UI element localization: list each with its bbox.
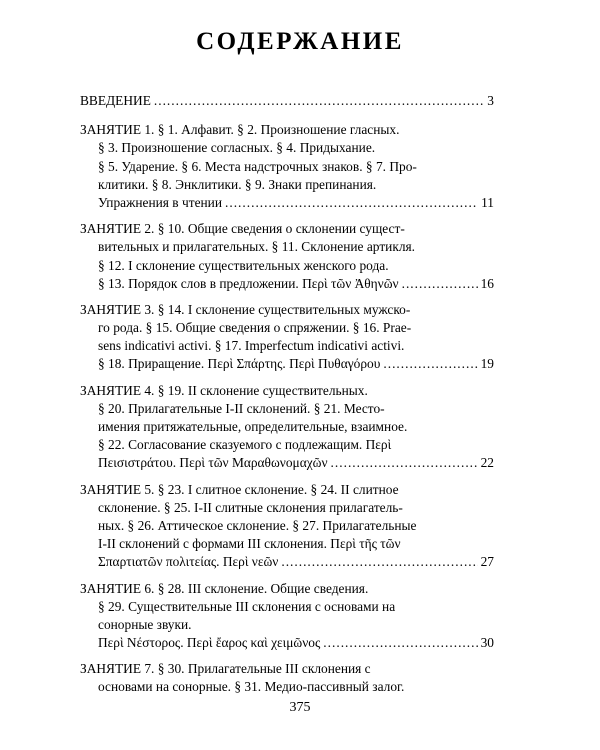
leader-dots [225,194,478,212]
toc-entry-lesson-7 [80,660,494,696]
toc-line: § 22. Согласование сказуемого с подлежащим. Περὶ [98,437,392,453]
table-of-contents [80,92,494,705]
toc-page-number: 22 [480,455,494,471]
toc-entry-lesson-4 [80,382,494,473]
toc-line: ЗАНЯТИЕ 3. § 14. I склонение существительных мужско- [80,301,411,317]
toc-line: сонорные звуки. [98,616,192,632]
toc-page-number: 19 [480,356,494,372]
toc-line [80,92,494,110]
toc-line: I-II склонений с формами III склонения. Περὶ τῆς τῶν [98,536,401,552]
toc-entry-text: ВВЕДЕНИЕ [80,93,151,108]
toc-entry-introduction [80,92,494,110]
toc-line [80,275,494,293]
toc-line [80,634,494,652]
toc-line: имения притяжательные, определительные, взаимное. [98,419,408,434]
toc-line [80,454,494,472]
toc-line: ЗАНЯТИЕ 5. § 23. I слитное склонение. § 24. II слитное [80,481,399,497]
toc-line: ЗАНЯТИЕ 6. § 28. III склонение. Общие сведения. [80,580,369,596]
toc-page-number: 16 [480,275,494,291]
toc-line: § 29. Существительные III склонения с основами на [98,598,396,614]
toc-line: ЗАНЯТИЕ 7. § 30. Прилагательные III склонения с [80,661,371,677]
toc-line: вительных и прилагательных. § 11. Склонение артикля. [98,239,416,255]
toc-entry-text: § 13. Порядок слов в предложении. Περὶ τῶν Ἀθηνῶν [98,275,399,291]
toc-entry-lesson-6 [80,580,494,653]
toc-line: основами на сонорные. § 31. Медио-пассивный залог. [98,679,405,695]
leader-dots [154,92,484,110]
toc-line: § 3. Произношение согласных. § 4. Придыхание. [98,140,376,156]
leader-dots [331,454,478,472]
toc-entry-text: Περὶ Νέστορος. Περὶ ἔαρος καὶ χειμῶνος [98,635,321,651]
page-title: СОДЕРЖАНИЕ [196,28,404,55]
toc-line: ных. § 26. Аттическое склонение. § 27. Прилагательные [98,517,417,533]
toc-page-number: 30 [480,635,494,651]
toc-page-number: 27 [480,554,494,570]
toc-line: склонение. § 25. I-II слитные склонения прилагатель- [98,499,403,515]
toc-line: § 20. Прилагательные I-II склонений. § 21. Место- [98,400,385,416]
toc-line: го рода. § 15. Общие сведения о спряжении. § 16. Prae- [98,320,412,336]
toc-line [80,194,494,212]
leader-dots [383,355,477,373]
toc-line: sens indicativi activi. § 17. Imperfectum indicativi activi. [98,338,405,354]
toc-page-number: 11 [481,194,494,210]
toc-entry-text: Σπαρτιατῶν πολιτείας. Περὶ νεῶν [98,554,279,570]
toc-entry-text: § 18. Приращение. Περὶ Σπάρτης. Περὶ Πυθαγόρου [98,356,381,372]
toc-line [80,355,494,373]
toc-entry-lesson-5 [80,481,494,572]
toc-entry-text: Упражнения в чтении [98,194,223,210]
toc-line: клитики. § 8. Энклитики. § 9. Знаки препинания. [98,176,377,192]
leader-dots [281,553,477,571]
page-number: 375 [289,700,311,715]
toc-line: ЗАНЯТИЕ 1. § 1. Алфавит. § 2. Произношение гласных. [80,122,400,138]
toc-line [80,553,494,571]
toc-page-number: 3 [487,93,494,108]
toc-entry-lesson-3 [80,301,494,374]
toc-entry-text: Πεισιστράτου. Περὶ τῶν Μαραθωνομαχῶν [98,455,328,471]
toc-entry-lesson-1 [80,121,494,212]
toc-line: ЗАНЯТИЕ 2. § 10. Общие сведения о склонении сущест- [80,221,405,237]
toc-line: § 12. I склонение существительных женского рода. [98,257,389,273]
toc-line: ЗАНЯТИЕ 4. § 19. II склонение существительных. [80,382,368,398]
toc-line: § 5. Ударение. § 6. Места надстрочных знаков. § 7. Про- [98,158,417,174]
leader-dots [402,275,478,293]
toc-entry-lesson-2 [80,220,494,293]
leader-dots [323,634,477,652]
